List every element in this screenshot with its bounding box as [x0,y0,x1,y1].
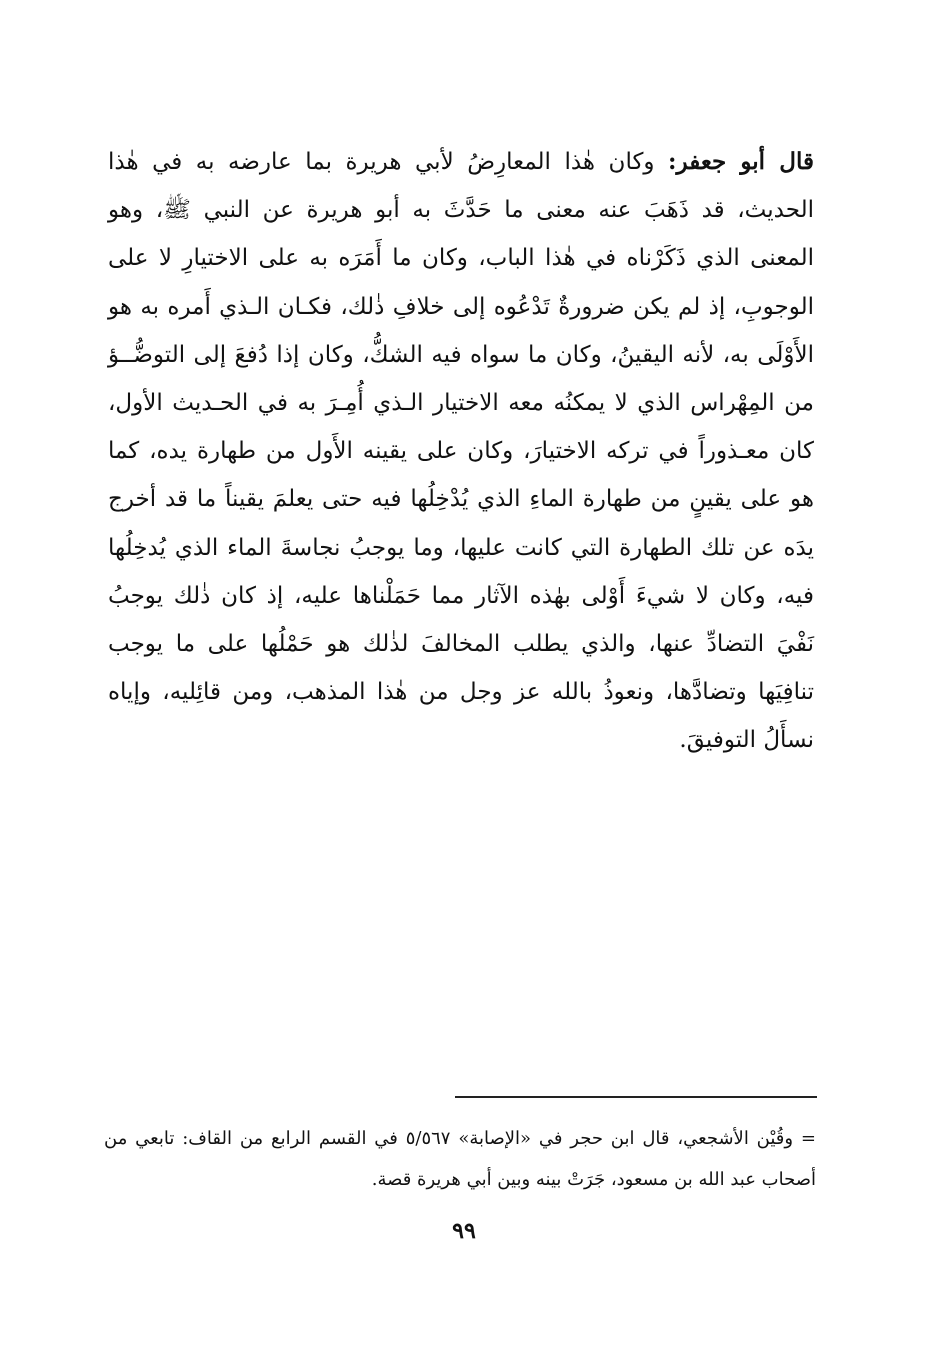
page-number: ٩٩ [452,1218,476,1244]
paragraph-lead: قال أبو جعفر: [668,148,815,175]
main-paragraph [108,138,814,765]
footnote-separator [455,1096,817,1098]
footnote: = وقُيْن الأشجعي، قال ابن حجر في «الإصابة» ٥/٥٦٧ في القسم الرابع من القاف: تابعي من أصحاب عبد الله بن مسعود، جَرَتْ بينه وبين أبي هريرة قصة. [104,1128,816,1190]
paragraph-body: وكان هٰذا المعارِضُ لأبي هريرة بما عارضه به في هٰذا الحديث، قد ذَهَبَ عنه معنى ما حَدَّثَ به أبو هريرة عن النبي ﷺ، وهو المعنى الذي ذَكَرْناه في هٰذا الباب، وكان ما أَمَرَه به على الاختيارِ لا على الوجوبِ، إذ لم يكن ضرورةٌ تَدْعُوه إلى خلافِ ذٰلك، فكـان الـذي أَمره به هو الأَوْلَى به، لأنه اليقينُ، وكان ما سواه فيه الشكُّ، وكان إذا دُفعَ إلى التوضُّــؤ من المِهْراس الذي لا يمكنُه معه الاختيار الـذي أُمِـرَ به في الحـديث الأول، كان معـذوراً في تركه الاختيارَ، وكان على يقينه الأَول من طهارة يده، كما هو على يقينٍ من طهارة الماءِ الذي يُدْخِلُها فيه حتى يعلمَ يقيناً ما قد أخرج يدَه عن تلك الطهارة التي كانت عليها، وما يوجبُ نجاسةَ الماء الذي يُدخِلُها فيه، وكان لا شيءَ أَوْلى بهٰذه الآثار مما حَمَلْناها عليه، إذ كان ذٰلك يوجبُ نَفْيَ التضادِّ عنها، والذي يطلب المخالفَ لذٰلك هو حَمْلُها على ما يوجب تنافِيَها وتضادَّها، ونعوذُ بالله عز وجل من هٰذا المذهب، ومن قائِليه، وإياه نسأَلُ التوفيقَ. [108,149,814,754]
